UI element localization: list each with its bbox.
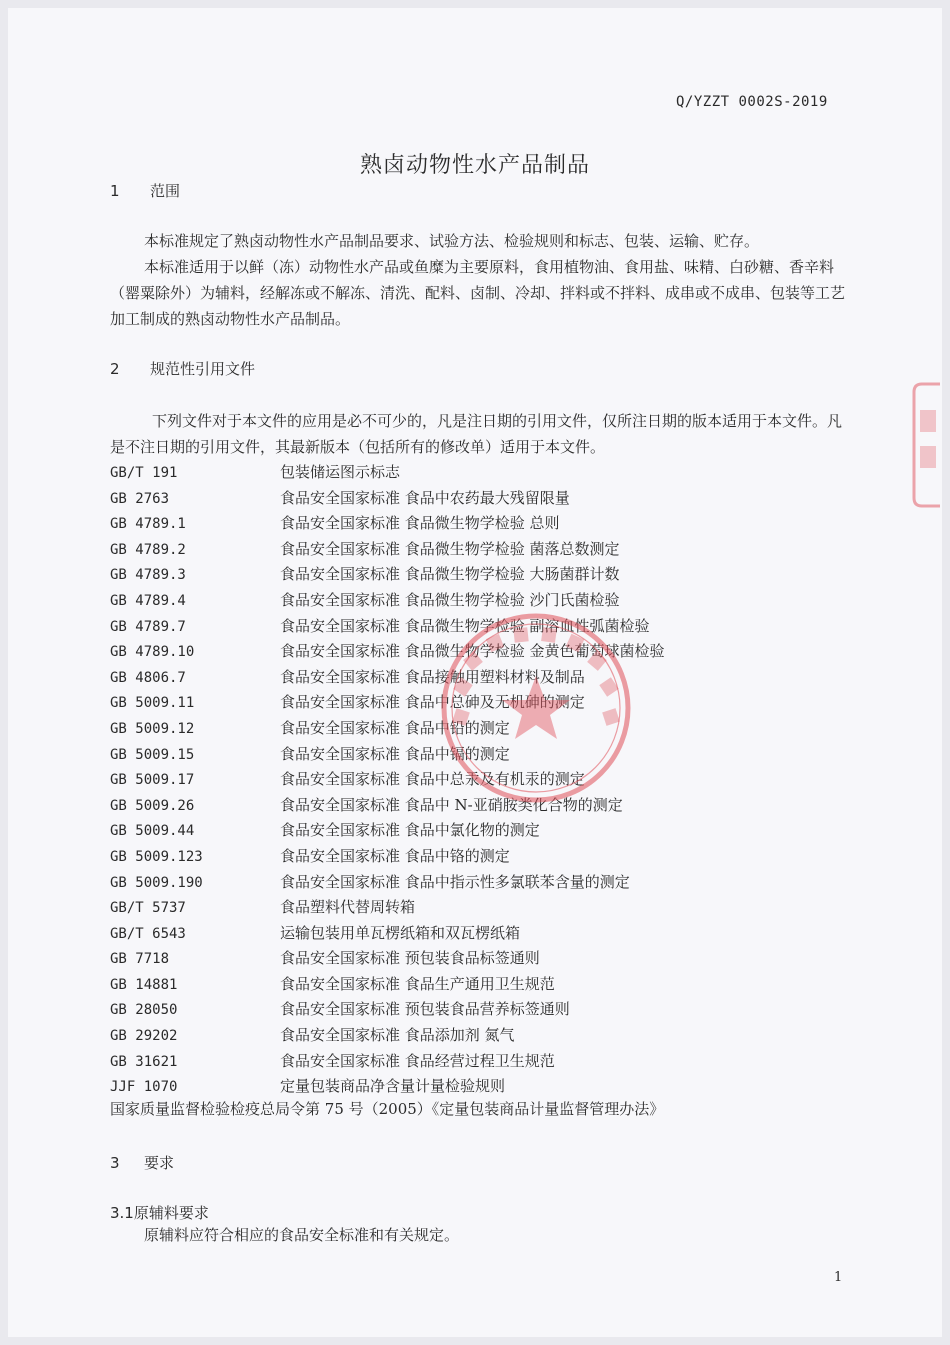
- reference-code: GB 5009.44: [110, 823, 195, 840]
- reference-code: GB 4806.7: [110, 669, 186, 686]
- reference-title: 食品安全国家标准 食品中农药最大残留限量: [280, 488, 570, 507]
- reference-title: 食品安全国家标准 食品生产通用卫生规范: [280, 974, 555, 993]
- reference-title: 食品安全国家标准 食品微生物学检验 金黄色葡萄球菌检验: [280, 642, 665, 661]
- section-3-title: 要求: [144, 1154, 175, 1172]
- reference-code: GB 4789.1: [110, 516, 186, 533]
- reference-code: GB 5009.190: [110, 874, 203, 891]
- edge-seal-icon: [910, 380, 940, 510]
- section-1-para-2: 本标准适用于以鲜（冻）动物性水产品或鱼糜为主要原料，食用植物油、食用盐、味精、白砂糖、香辛料（罂粟除外）为辅料，经解冻或不解冻、清洗、配料、卤制、冷却、拌料或不拌料、成串或不成串、包装等工艺加工制成的熟卤动物性水产品制品。: [110, 258, 846, 328]
- reference-code: GB 31621: [110, 1053, 178, 1070]
- section-2-heading: [110, 358, 255, 379]
- reference-title: 食品安全国家标准 食品中镉的测定: [280, 744, 510, 763]
- reference-title: 食品安全国家标准 食品微生物学检验 大肠菌群计数: [280, 565, 620, 584]
- reference-title: 食品安全国家标准 食品经营过程卫生规范: [280, 1051, 555, 1070]
- reference-row: [110, 1074, 870, 1100]
- reference-title: 食品安全国家标准 食品中 N-亚硝胺类化合物的测定: [280, 795, 623, 814]
- reference-title: 运输包装用单瓦楞纸箱和双瓦楞纸箱: [280, 923, 521, 942]
- reference-row: [110, 921, 870, 947]
- subsection-3-1-para: 原辅料应符合相应的食品安全标准和有关规定。: [144, 1226, 460, 1244]
- reference-title: 食品安全国家标准 食品中铬的测定: [280, 846, 510, 865]
- reference-code: GB 4789.7: [110, 618, 186, 635]
- reference-row: [110, 997, 870, 1023]
- page-number: 1: [834, 1270, 843, 1285]
- reference-title: 包装储运图示标志: [280, 463, 401, 481]
- section-1-title: 范围: [150, 182, 181, 200]
- section-2-number: 2: [110, 360, 120, 378]
- reference-title: 食品安全国家标准 预包装食品营养标签通则: [280, 1000, 570, 1019]
- subsection-3-1-heading: 3.1原辅料要求: [110, 1204, 209, 1222]
- reference-code: GB 4789.10: [110, 644, 195, 661]
- reference-row: [110, 793, 870, 819]
- reference-title: 食品安全国家标准 食品中氯化物的测定: [280, 821, 540, 840]
- reference-code: GB 4789.3: [110, 567, 186, 584]
- reference-row: [110, 844, 870, 870]
- reference-code: GB 4789.4: [110, 592, 186, 609]
- reference-row: [110, 972, 870, 998]
- section-2-intro: 下列文件对于本文件的应用是必不可少的，凡是注日期的引用文件，仅所注日期的版本适用于本文件。凡是不注日期的引用文件，其最新版本（包括所有的修改单）适用于本文件。: [110, 412, 843, 456]
- reference-row: [110, 537, 870, 563]
- section-3-number: 3: [110, 1154, 120, 1172]
- reference-code: GB 5009.11: [110, 695, 195, 712]
- reference-row: [110, 665, 870, 691]
- reference-title: 食品安全国家标准 食品中铅的测定: [280, 718, 510, 737]
- reference-row: [110, 1049, 870, 1075]
- reference-row: [110, 639, 870, 665]
- document-page: [8, 8, 942, 1337]
- reference-row: [110, 1023, 870, 1049]
- reference-row: [110, 460, 870, 486]
- reference-row: [110, 870, 870, 896]
- reference-row: [110, 614, 870, 640]
- reference-code: JJF 1070: [110, 1079, 178, 1096]
- reference-row: [110, 690, 870, 716]
- reference-row: [110, 486, 870, 512]
- reference-title: 食品安全国家标准 食品微生物学检验 副溶血性弧菌检验: [280, 616, 650, 635]
- reference-title: 食品安全国家标准 食品微生物学检验 菌落总数测定: [280, 539, 620, 558]
- reference-code: GB 5009.12: [110, 720, 195, 737]
- reference-code: GB 5009.17: [110, 772, 195, 789]
- reference-title: 食品塑料代替周转箱: [280, 898, 416, 917]
- reference-code: GB/T 6543: [110, 925, 186, 942]
- reference-row: [110, 895, 870, 921]
- section-3-heading: [110, 1152, 174, 1173]
- reference-code: GB 28050: [110, 1002, 178, 1019]
- reference-title: 食品安全国家标准 食品中指示性多氯联苯含量的测定: [280, 872, 630, 891]
- page-title: 熟卤动物性水产品制品: [359, 153, 590, 178]
- decree-reference: 国家质量监督检验检疫总局令第 75 号（2005）《定量包装商品计量监督管理办法》: [110, 1100, 665, 1118]
- section-2-title: 规范性引用文件: [150, 360, 256, 378]
- reference-code: GB 5009.26: [110, 797, 195, 814]
- reference-row: [110, 767, 870, 793]
- section-1-number: 1: [110, 182, 120, 200]
- reference-code: GB/T 5737: [110, 900, 186, 917]
- reference-row: [110, 511, 870, 537]
- reference-code: GB 29202: [110, 1028, 178, 1045]
- reference-list: [110, 460, 870, 1100]
- reference-row: [110, 716, 870, 742]
- reference-title: 食品安全国家标准 食品中总汞及有机汞的测定: [280, 770, 585, 789]
- section-1-heading: [110, 180, 180, 201]
- reference-title: 定量包装商品净含量计量检验规则: [280, 1077, 506, 1096]
- reference-code: GB 2763: [110, 490, 170, 507]
- reference-row: [110, 946, 870, 972]
- reference-row: [110, 742, 870, 768]
- reference-title: 食品安全国家标准 食品中总砷及无机砷的测定: [280, 693, 585, 712]
- reference-code: GB 5009.15: [110, 746, 195, 763]
- reference-row: [110, 588, 870, 614]
- reference-row: [110, 818, 870, 844]
- section-1-para-1: 本标准规定了熟卤动物性水产品制品要求、试验方法、检验规则和标志、包装、运输、贮存。: [144, 232, 760, 250]
- reference-row: [110, 562, 870, 588]
- reference-code: GB 5009.123: [110, 848, 203, 865]
- reference-title: 食品安全国家标准 食品微生物学检验 总则: [280, 514, 560, 533]
- reference-title: 食品安全国家标准 食品微生物学检验 沙门氏菌检验: [280, 590, 620, 609]
- reference-code: GB 4789.2: [110, 541, 186, 558]
- reference-code: GB 7718: [110, 951, 170, 968]
- reference-code: GB/T 191: [110, 465, 178, 481]
- reference-title: 食品安全国家标准 食品接触用塑料材料及制品: [280, 667, 585, 686]
- reference-code: GB 14881: [110, 976, 178, 993]
- doc-code: Q/YZZT 0002S-2019: [676, 94, 828, 110]
- reference-title: 食品安全国家标准 食品添加剂 氮气: [280, 1026, 515, 1045]
- reference-title: 食品安全国家标准 预包装食品标签通则: [280, 949, 540, 968]
